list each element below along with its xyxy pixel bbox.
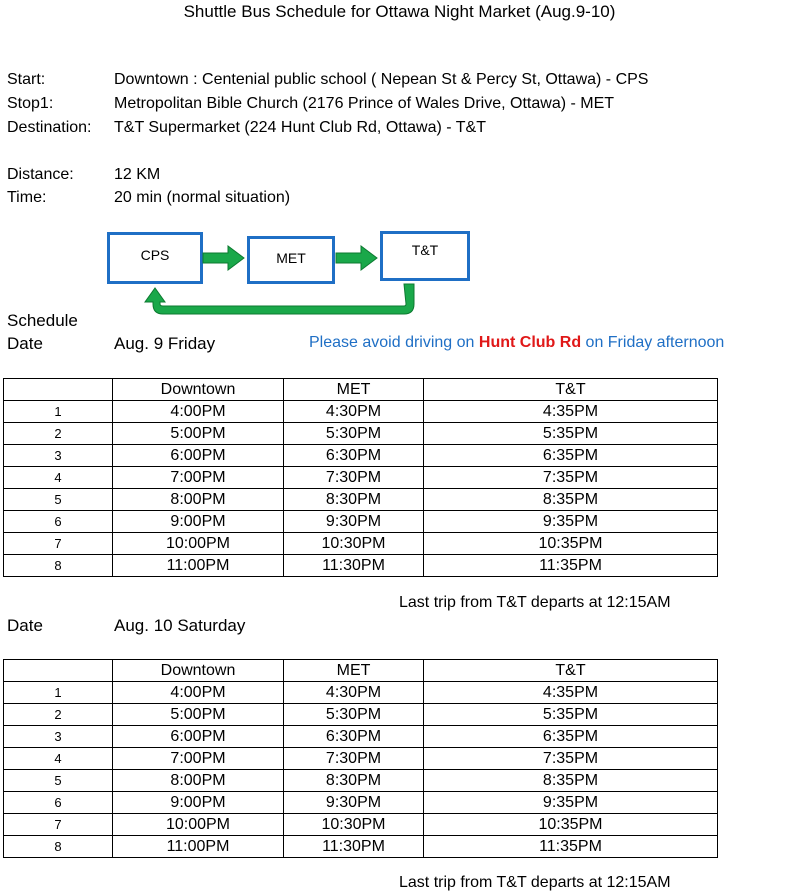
- table-row: [4, 401, 718, 423]
- tt-time: 10:35PM: [424, 814, 718, 836]
- tt-time: 8:35PM: [424, 770, 718, 792]
- met-time: 10:30PM: [284, 533, 424, 555]
- header-tt: T&T: [424, 660, 718, 682]
- start-label: Start:: [7, 71, 46, 88]
- row-index: 4: [4, 748, 113, 770]
- downtown-time: 5:00PM: [113, 423, 284, 445]
- row-index: 5: [4, 489, 113, 511]
- row-index: 7: [4, 814, 113, 836]
- tt-time: 4:35PM: [424, 682, 718, 704]
- met-time: 8:30PM: [284, 770, 424, 792]
- downtown-time: 10:00PM: [113, 814, 284, 836]
- met-time: 9:30PM: [284, 511, 424, 533]
- met-time: 5:30PM: [284, 704, 424, 726]
- row-index: 8: [4, 836, 113, 858]
- downtown-time: 7:00PM: [113, 467, 284, 489]
- arrow-return-loop: [145, 284, 414, 314]
- table-row: [4, 467, 718, 489]
- header-met: MET: [284, 660, 424, 682]
- table-row: [4, 423, 718, 445]
- notice-prefix: Please avoid driving on: [309, 334, 479, 351]
- met-time: 4:30PM: [284, 401, 424, 423]
- met-time: 7:30PM: [284, 748, 424, 770]
- met-time: 8:30PM: [284, 489, 424, 511]
- table-row: [4, 836, 718, 858]
- table-row: [4, 770, 718, 792]
- destination-label: Destination:: [7, 119, 92, 136]
- driving-notice: [309, 334, 724, 352]
- arrow-cps-to-met: [203, 246, 244, 270]
- row-index: 1: [4, 682, 113, 704]
- table-row: [4, 489, 718, 511]
- met-time: 11:30PM: [284, 555, 424, 577]
- row-index: 6: [4, 511, 113, 533]
- table-row: [4, 533, 718, 555]
- tt-time: 9:35PM: [424, 511, 718, 533]
- day2-date-label: Date: [7, 616, 43, 635]
- downtown-time: 10:00PM: [113, 533, 284, 555]
- header-index: [4, 660, 113, 682]
- arrow-met-to-tt: [336, 246, 377, 270]
- notice-suffix: on Friday afternoon: [581, 334, 725, 351]
- table-row: [4, 555, 718, 577]
- row-index: 8: [4, 555, 113, 577]
- tt-time: 4:35PM: [424, 401, 718, 423]
- header-downtown: Downtown: [113, 379, 284, 401]
- day1-date-label: Date: [7, 334, 43, 353]
- row-index: 6: [4, 792, 113, 814]
- row-index: 7: [4, 533, 113, 555]
- met-time: 4:30PM: [284, 682, 424, 704]
- day2-last-trip: Last trip from T&T departs at 12:15AM: [399, 874, 671, 891]
- tt-time: 9:35PM: [424, 792, 718, 814]
- downtown-time: 9:00PM: [113, 511, 284, 533]
- met-time: 6:30PM: [284, 726, 424, 748]
- table-row: [4, 445, 718, 467]
- table-row: [4, 726, 718, 748]
- downtown-time: 8:00PM: [113, 489, 284, 511]
- downtown-time: 6:00PM: [113, 726, 284, 748]
- table-row: [4, 511, 718, 533]
- row-index: 2: [4, 704, 113, 726]
- tt-time: 7:35PM: [424, 467, 718, 489]
- day1-schedule-table: [3, 378, 718, 577]
- tt-time: 5:35PM: [424, 704, 718, 726]
- downtown-time: 4:00PM: [113, 682, 284, 704]
- met-time: 9:30PM: [284, 792, 424, 814]
- start-value: Downtown : Centenial public school ( Nepean St & Percy St, Ottawa) - CPS: [114, 71, 649, 88]
- row-index: 2: [4, 423, 113, 445]
- distance-label: Distance:: [7, 166, 74, 183]
- downtown-time: 11:00PM: [113, 836, 284, 858]
- downtown-time: 5:00PM: [113, 704, 284, 726]
- met-time: 5:30PM: [284, 423, 424, 445]
- arrows-svg: [0, 0, 799, 330]
- distance-value: 12 KM: [114, 166, 161, 183]
- destination-value: T&T Supermarket (224 Hunt Club Rd, Ottawa) - T&T: [114, 119, 486, 136]
- header-downtown: Downtown: [113, 660, 284, 682]
- page-title: Shuttle Bus Schedule for Ottawa Night Market (Aug.9-10): [183, 2, 616, 21]
- schedule-heading: Schedule: [7, 311, 78, 330]
- tt-time: 11:35PM: [424, 555, 718, 577]
- table-header-row: [4, 379, 718, 401]
- row-index: 5: [4, 770, 113, 792]
- table-row: [4, 682, 718, 704]
- downtown-time: 9:00PM: [113, 792, 284, 814]
- day2-date-value: Aug. 10 Saturday: [114, 616, 246, 635]
- table-row: [4, 814, 718, 836]
- tt-time: 6:35PM: [424, 445, 718, 467]
- downtown-time: 11:00PM: [113, 555, 284, 577]
- tt-box: T&T: [380, 231, 470, 281]
- header-tt: T&T: [424, 379, 718, 401]
- stop1-value: Metropolitan Bible Church (2176 Prince of Wales Drive, Ottawa) - MET: [114, 95, 615, 112]
- downtown-time: 4:00PM: [113, 401, 284, 423]
- tt-time: 10:35PM: [424, 533, 718, 555]
- header-index: [4, 379, 113, 401]
- day2-schedule-table: [3, 659, 718, 858]
- header-met: MET: [284, 379, 424, 401]
- table-row: [4, 748, 718, 770]
- row-index: 1: [4, 401, 113, 423]
- notice-highlight: Hunt Club Rd: [478, 334, 582, 351]
- row-index: 3: [4, 445, 113, 467]
- table-row: [4, 704, 718, 726]
- met-box: MET: [247, 236, 335, 284]
- downtown-time: 6:00PM: [113, 445, 284, 467]
- met-time: 6:30PM: [284, 445, 424, 467]
- time-value: 20 min (normal situation): [114, 189, 291, 206]
- downtown-time: 8:00PM: [113, 770, 284, 792]
- day1-date-value: Aug. 9 Friday: [114, 334, 216, 353]
- tt-time: 8:35PM: [424, 489, 718, 511]
- tt-time: 11:35PM: [424, 836, 718, 858]
- day1-last-trip: Last trip from T&T departs at 12:15AM: [399, 594, 671, 611]
- stop1-label: Stop1:: [7, 95, 54, 112]
- table-row: [4, 792, 718, 814]
- row-index: 4: [4, 467, 113, 489]
- met-time: 10:30PM: [284, 814, 424, 836]
- time-label: Time:: [7, 189, 47, 206]
- tt-time: 5:35PM: [424, 423, 718, 445]
- downtown-time: 7:00PM: [113, 748, 284, 770]
- met-time: 7:30PM: [284, 467, 424, 489]
- table-header-row: [4, 660, 718, 682]
- cps-box: CPS: [107, 232, 203, 284]
- tt-time: 7:35PM: [424, 748, 718, 770]
- met-time: 11:30PM: [284, 836, 424, 858]
- tt-time: 6:35PM: [424, 726, 718, 748]
- row-index: 3: [4, 726, 113, 748]
